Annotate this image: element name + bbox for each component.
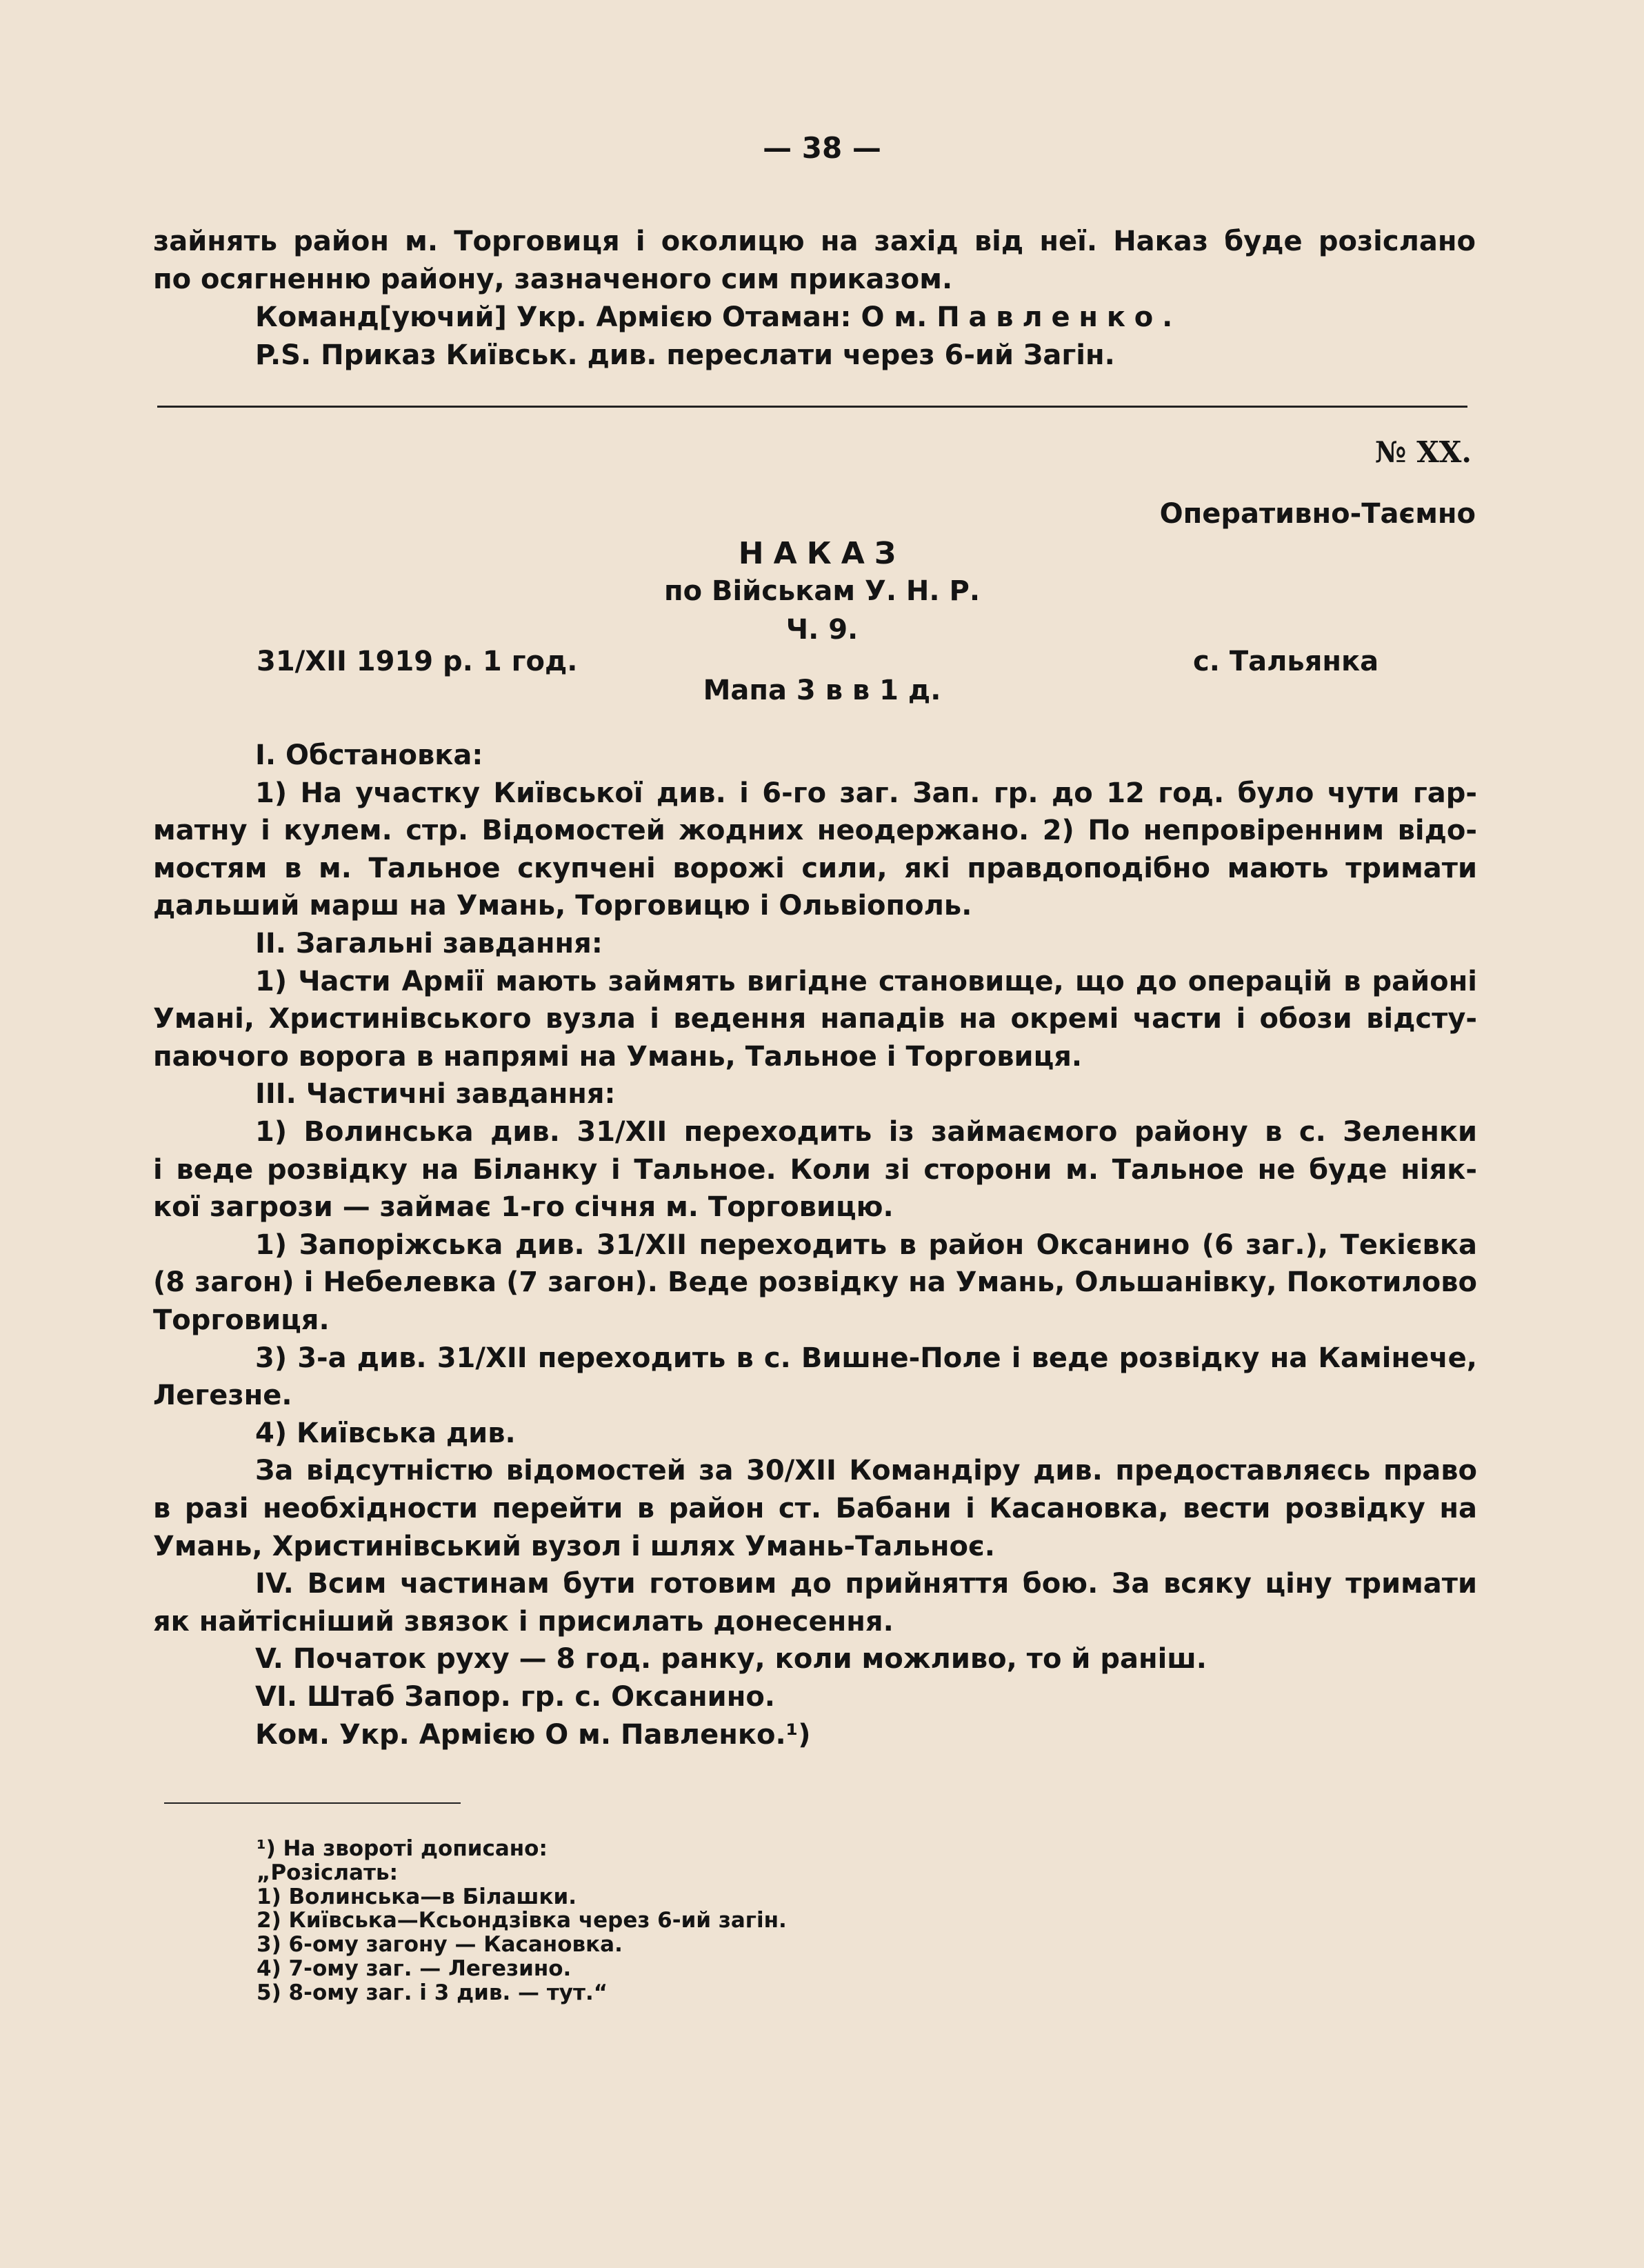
order-subtitle: по Військам У. Н. Р. <box>663 575 981 607</box>
footnote-line: 2) Київська—Ксьондзівка через 6-ий загін. <box>257 1908 787 1933</box>
body-line: кої загрози — займає 1-го січня м. Торговицю. <box>153 1191 894 1224</box>
body-line: VI. Штаб Запор. гр. с. Оксанино. <box>255 1681 776 1713</box>
body-line: Умань, Христинівський вузол і шлях Умань-Тальноє. <box>153 1530 995 1562</box>
body-line: Торговиця. <box>153 1304 330 1336</box>
signature-name: Павленко. <box>936 301 1182 333</box>
footnote-line: 5) 8-ому заг. і 3 див. — тут.“ <box>257 1980 608 2005</box>
order-part: Ч. 9. <box>785 614 859 646</box>
body-line: матну і кулем. стр. Відомостей жодних неодержано. 2) По непровіренним відо- <box>153 815 1477 847</box>
text-line: по осягненню району, зазначеного сим приказом. <box>153 263 953 295</box>
body-line: паючого ворога в напрямі на Умань, Тальное і Торговиця. <box>153 1040 1083 1073</box>
signature-line <box>255 299 1181 337</box>
footnote-divider <box>164 1802 461 1804</box>
order-number: № XX. <box>1374 435 1472 469</box>
body-line: IV. Всим частинам бути готовим до прийняття бою. За всяку ціну тримати <box>255 1568 1477 1600</box>
section-divider <box>157 406 1467 408</box>
body-line: За відсутністю відомостей за 30/XII Командіру див. предоставляєсь право <box>255 1455 1477 1487</box>
body-line: V. Початок руху — 8 год. ранку, коли можливо, то й раніш. <box>255 1643 1207 1675</box>
footnote-line: „Розіслать: <box>257 1860 398 1885</box>
footnote-line: 1) Волинська—в Білашки. <box>257 1884 577 1909</box>
postscript: P.S. Приказ Київськ. див. переслати через 6-ий Загін. <box>255 339 1115 371</box>
body-line: і веде розвідку на Біланку і Тальное. Коли зі сторони м. Тальное не буде ніяк- <box>153 1153 1477 1186</box>
secrecy-label: Оперативно-Таємно <box>1159 498 1476 530</box>
body-line: Легезне. <box>153 1380 292 1412</box>
body-line: Умані, Христинівського вузла і ведення нападів на окремі части і обози відсту- <box>153 1003 1477 1035</box>
body-line: (8 загон) і Небелевка (7 загон). Веде розвідку на Умань, Ольшанівку, Покотилово <box>153 1266 1477 1299</box>
body-line: 4) Київська див. <box>255 1417 516 1449</box>
text-line: зайнять район м. Торговиця і околицю на захід від неї. Наказ буде розіслано <box>153 226 1476 257</box>
footnote-line: 4) 7-ому заг. — Легезино. <box>257 1956 572 1981</box>
body-line: 1) Волинська див. 31/XII переходить із займаємого району в с. Зеленки <box>255 1116 1477 1148</box>
order-title: НАКАЗ <box>738 536 906 571</box>
body-line: дальший марш на Умань, Торговицю і Ольвіополь. <box>153 890 972 922</box>
body-line: Ком. Укр. Армією О м. Павленко.¹) <box>255 1718 811 1751</box>
body-line: 1) Части Армії мають займять вигідне становище, що до операцій в районі <box>255 965 1477 997</box>
body-line: II. Загальні завдання: <box>255 928 603 959</box>
footnote-line: 3) 6-ому загону — Касановка. <box>257 1932 623 1958</box>
footnote-line: ¹) На звороті дописано: <box>257 1836 548 1861</box>
order-place: с. Тальянка <box>1193 646 1379 677</box>
map-reference: Мапа 3 в в 1 д. <box>703 675 941 706</box>
body-line: мостям в м. Тальное скупчені ворожі сили, які правдоподібно мають тримати <box>153 852 1477 884</box>
body-line: 3) 3-а див. 31/XII переходить в с. Вишне-Поле і веде розвідку на Камінече, <box>255 1342 1477 1374</box>
body-line: як найтісніший звязок і присилать донесення. <box>153 1605 894 1638</box>
body-line: 1) Запоріжська див. 31/XII переходить в район Оксанино (6 заг.), Текієвка <box>255 1228 1477 1261</box>
body-line: I. Обстановка: <box>255 739 483 771</box>
body-line: 1) На участку Київської див. і 6-го заг. Зап. гр. до 12 год. було чути гар- <box>255 777 1477 809</box>
body-line: в разі необхідности перейти в район ст. Бабани і Касановка, вести розвідку на <box>153 1493 1477 1524</box>
page-number: — 38 — <box>763 131 881 165</box>
body-line: III. Частичні завдання: <box>255 1078 616 1111</box>
signature-prefix: Команд[уючий] Укр. Армією Отаман: О м. <box>255 301 928 333</box>
order-date: 31/XII 1919 р. 1 год. <box>257 646 578 677</box>
